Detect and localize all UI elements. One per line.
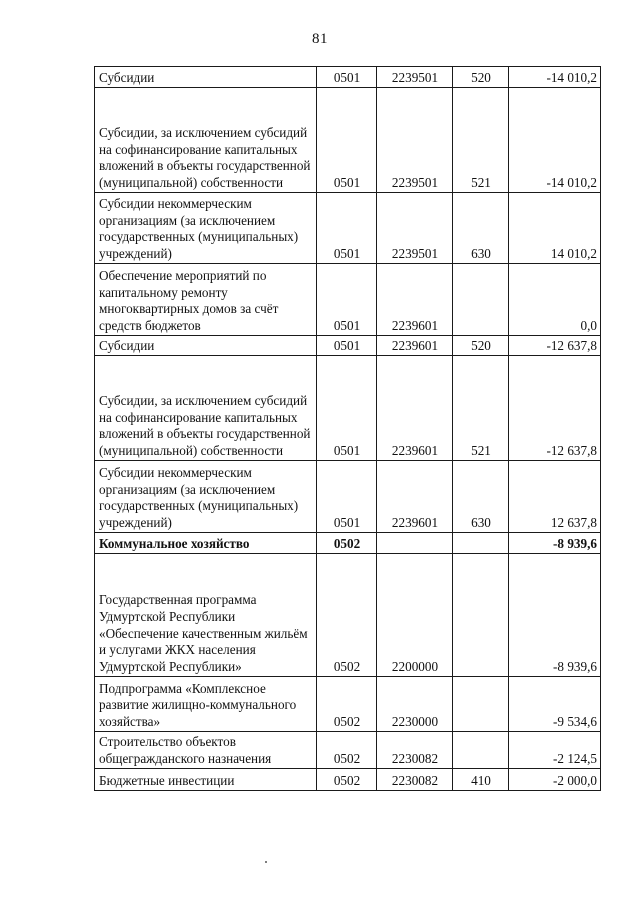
table-row (95, 677, 601, 732)
cell-section: 0501 (317, 356, 377, 461)
cell-section: 0502 (317, 769, 377, 791)
table-row (95, 732, 601, 769)
cell-target: 2239501 (377, 193, 453, 264)
cell-target: 2239501 (377, 67, 453, 88)
cell-type: 521 (453, 88, 509, 193)
cell-type (453, 264, 509, 336)
table-row (95, 67, 601, 88)
cell-section: 0501 (317, 264, 377, 336)
cell-amount: -8 939,6 (509, 533, 601, 554)
cell-target: 2239601 (377, 264, 453, 336)
cell-target: 2230000 (377, 677, 453, 732)
cell-target: 2230082 (377, 769, 453, 791)
budget-table-body (95, 67, 601, 791)
cell-amount: -14 010,2 (509, 88, 601, 193)
cell-amount: 0,0 (509, 264, 601, 336)
cell-target: 2239601 (377, 336, 453, 356)
cell-amount: -8 939,6 (509, 554, 601, 677)
cell-name: Субсидии некоммерческим организациям (за исключением государственных (муниципальных) учреждений) (95, 193, 317, 264)
cell-type: 520 (453, 336, 509, 356)
cell-name: Строительство объектов общегражданского назначения (95, 732, 317, 769)
table-row (95, 356, 601, 461)
cell-amount: -2 124,5 (509, 732, 601, 769)
cell-type: 630 (453, 193, 509, 264)
cell-target: 2239601 (377, 356, 453, 461)
table-row (95, 533, 601, 554)
cell-target (377, 533, 453, 554)
cell-type (453, 554, 509, 677)
cell-type (453, 677, 509, 732)
table-row (95, 336, 601, 356)
cell-amount: -9 534,6 (509, 677, 601, 732)
cell-section: 0502 (317, 554, 377, 677)
budget-table (94, 66, 601, 791)
cell-name: Бюджетные инвестиции (95, 769, 317, 791)
cell-name: Государственная программа Удмуртской Республики «Обеспечение качественным жильём и услугами ЖКХ населения Удмуртской Республики» (95, 554, 317, 677)
cell-section: 0502 (317, 533, 377, 554)
table-row (95, 461, 601, 533)
table-row (95, 193, 601, 264)
cell-name: Субсидии, за исключением субсидий на софинансирование капитальных вложений в объекты государственной (муниципальной) собственности (95, 356, 317, 461)
cell-amount: -14 010,2 (509, 67, 601, 88)
cell-section: 0501 (317, 193, 377, 264)
table-row (95, 554, 601, 677)
table-row (95, 769, 601, 791)
cell-amount: -12 637,8 (509, 356, 601, 461)
table-row (95, 88, 601, 193)
cell-name: Коммунальное хозяйство (95, 533, 317, 554)
cell-amount: -12 637,8 (509, 336, 601, 356)
cell-name: Субсидии некоммерческим организациям (за исключением государственных (муниципальных) учреждений) (95, 461, 317, 533)
cell-type (453, 533, 509, 554)
cell-section: 0502 (317, 677, 377, 732)
cell-section: 0501 (317, 461, 377, 533)
cell-amount: 14 010,2 (509, 193, 601, 264)
cell-target: 2239601 (377, 461, 453, 533)
cell-name: Субсидии, за исключением субсидий на софинансирование капитальных вложений в объекты государственной (муниципальной) собственности (95, 88, 317, 193)
cell-section: 0501 (317, 67, 377, 88)
cell-target: 2239501 (377, 88, 453, 193)
page-number: 81 (312, 31, 328, 47)
cell-amount: 12 637,8 (509, 461, 601, 533)
cell-name: Субсидии (95, 336, 317, 356)
cell-amount: -2 000,0 (509, 769, 601, 791)
cell-type: 521 (453, 356, 509, 461)
cell-section: 0501 (317, 88, 377, 193)
cell-name: Подпрограмма «Комплексное развитие жилищно-коммунального хозяйства» (95, 677, 317, 732)
table-row (95, 264, 601, 336)
cell-name: Субсидии (95, 67, 317, 88)
cell-section: 0501 (317, 336, 377, 356)
cell-type: 410 (453, 769, 509, 791)
cell-target: 2230082 (377, 732, 453, 769)
cell-target: 2200000 (377, 554, 453, 677)
scan-speck (265, 861, 267, 863)
cell-type: 630 (453, 461, 509, 533)
cell-type (453, 732, 509, 769)
cell-name: Обеспечение мероприятий по капитальному ремонту многоквартирных домов за счёт средств бюджетов (95, 264, 317, 336)
cell-section: 0502 (317, 732, 377, 769)
cell-type: 520 (453, 67, 509, 88)
